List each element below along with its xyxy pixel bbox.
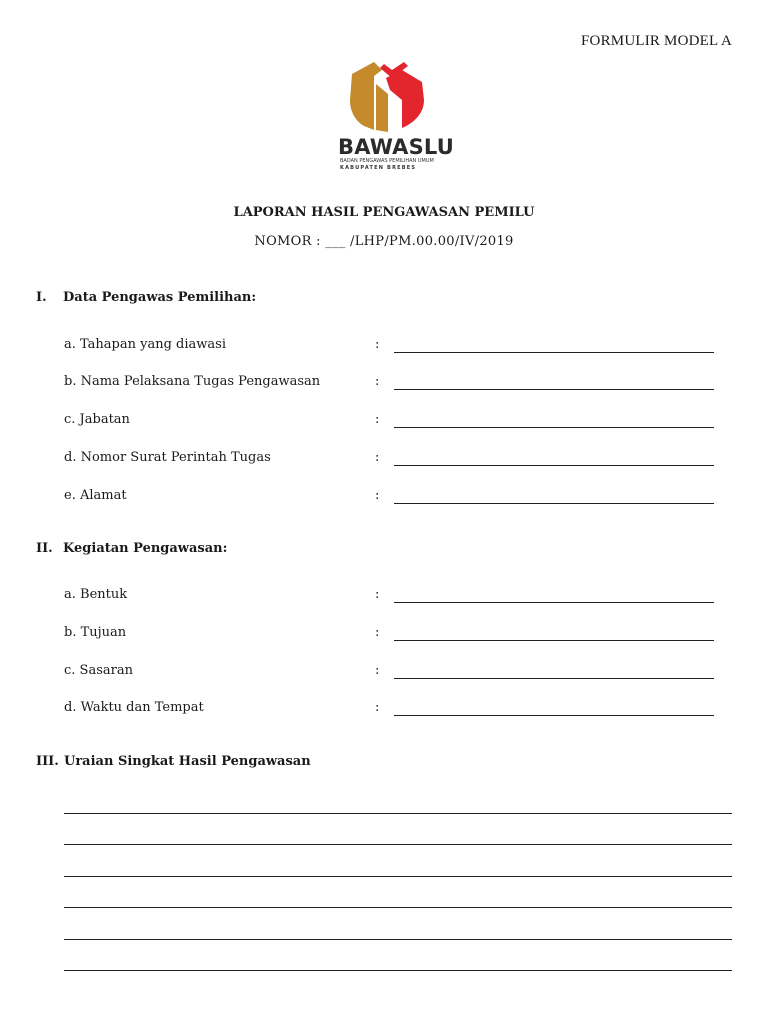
field-row-sasaran (64, 663, 716, 683)
fill-in-line[interactable] (394, 465, 714, 466)
document-title: LAPORAN HASIL PENGAWASAN PEMILU (233, 205, 535, 220)
field-row-jabatan (64, 412, 716, 432)
field-label: d. Nomor Surat Perintah Tugas (64, 450, 271, 465)
document-number: NOMOR : ___ /LHP/PM.00.00/IV/2019 (254, 234, 514, 249)
fill-in-line[interactable] (394, 640, 714, 641)
answer-line[interactable] (64, 907, 732, 908)
field-label: e. Alamat (64, 488, 127, 503)
field-colon: : (375, 450, 380, 465)
field-colon: : (375, 700, 380, 715)
fill-in-line[interactable] (394, 602, 714, 603)
field-row-tujuan (64, 625, 716, 645)
logo-region: KABUPATEN BREBES (340, 165, 417, 171)
section-title: Kegiatan Pengawasan: (63, 541, 228, 556)
field-row-nomor-surat (64, 450, 716, 470)
section-number: III. (36, 754, 59, 769)
field-colon: : (375, 337, 380, 352)
logo-subtitle: BADAN PENGAWAS PEMILIHAN UMUM (340, 158, 434, 164)
bawaslu-emblem-icon (338, 60, 438, 134)
field-row-nama-pelaksana (64, 374, 716, 394)
field-row-waktu-tempat (64, 700, 716, 720)
field-colon: : (375, 374, 380, 389)
field-label: a. Bentuk (64, 587, 128, 602)
answer-line[interactable] (64, 876, 732, 877)
answer-line[interactable] (64, 939, 732, 940)
fill-in-line[interactable] (394, 427, 714, 428)
field-colon: : (375, 488, 380, 503)
field-colon: : (375, 625, 380, 640)
fill-in-line[interactable] (394, 352, 714, 353)
field-row-bentuk (64, 587, 716, 607)
field-label: b. Tujuan (64, 625, 127, 640)
fill-in-line[interactable] (394, 678, 714, 679)
section-heading-data-pengawas (36, 290, 256, 305)
section-number: I. (36, 290, 47, 305)
answer-line[interactable] (64, 813, 732, 814)
section-heading-uraian (36, 754, 311, 769)
logo-wordmark: BAWASLU (338, 135, 454, 159)
section-heading-kegiatan (36, 541, 227, 556)
field-label: c. Jabatan (64, 412, 130, 427)
field-label: b. Nama Pelaksana Tugas Pengawasan (64, 374, 321, 389)
fill-in-line[interactable] (394, 389, 714, 390)
field-row-alamat (64, 488, 716, 508)
field-label: a. Tahapan yang diawasi (64, 337, 226, 352)
field-row-tahapan (64, 337, 716, 357)
field-label: d. Waktu dan Tempat (64, 700, 204, 715)
section-title: Uraian Singkat Hasil Pengawasan (64, 754, 311, 769)
answer-line[interactable] (64, 970, 732, 971)
fill-in-line[interactable] (394, 503, 714, 504)
field-colon: : (375, 663, 380, 678)
fill-in-line[interactable] (394, 715, 714, 716)
bawaslu-logo (338, 60, 454, 180)
field-colon: : (375, 587, 380, 602)
section-title: Data Pengawas Pemilihan: (63, 290, 257, 305)
form-model-label: FORMULIR MODEL A (581, 33, 732, 49)
section-number: II. (36, 541, 53, 556)
field-colon: : (375, 412, 380, 427)
field-label: c. Sasaran (64, 663, 133, 678)
answer-line[interactable] (64, 844, 732, 845)
